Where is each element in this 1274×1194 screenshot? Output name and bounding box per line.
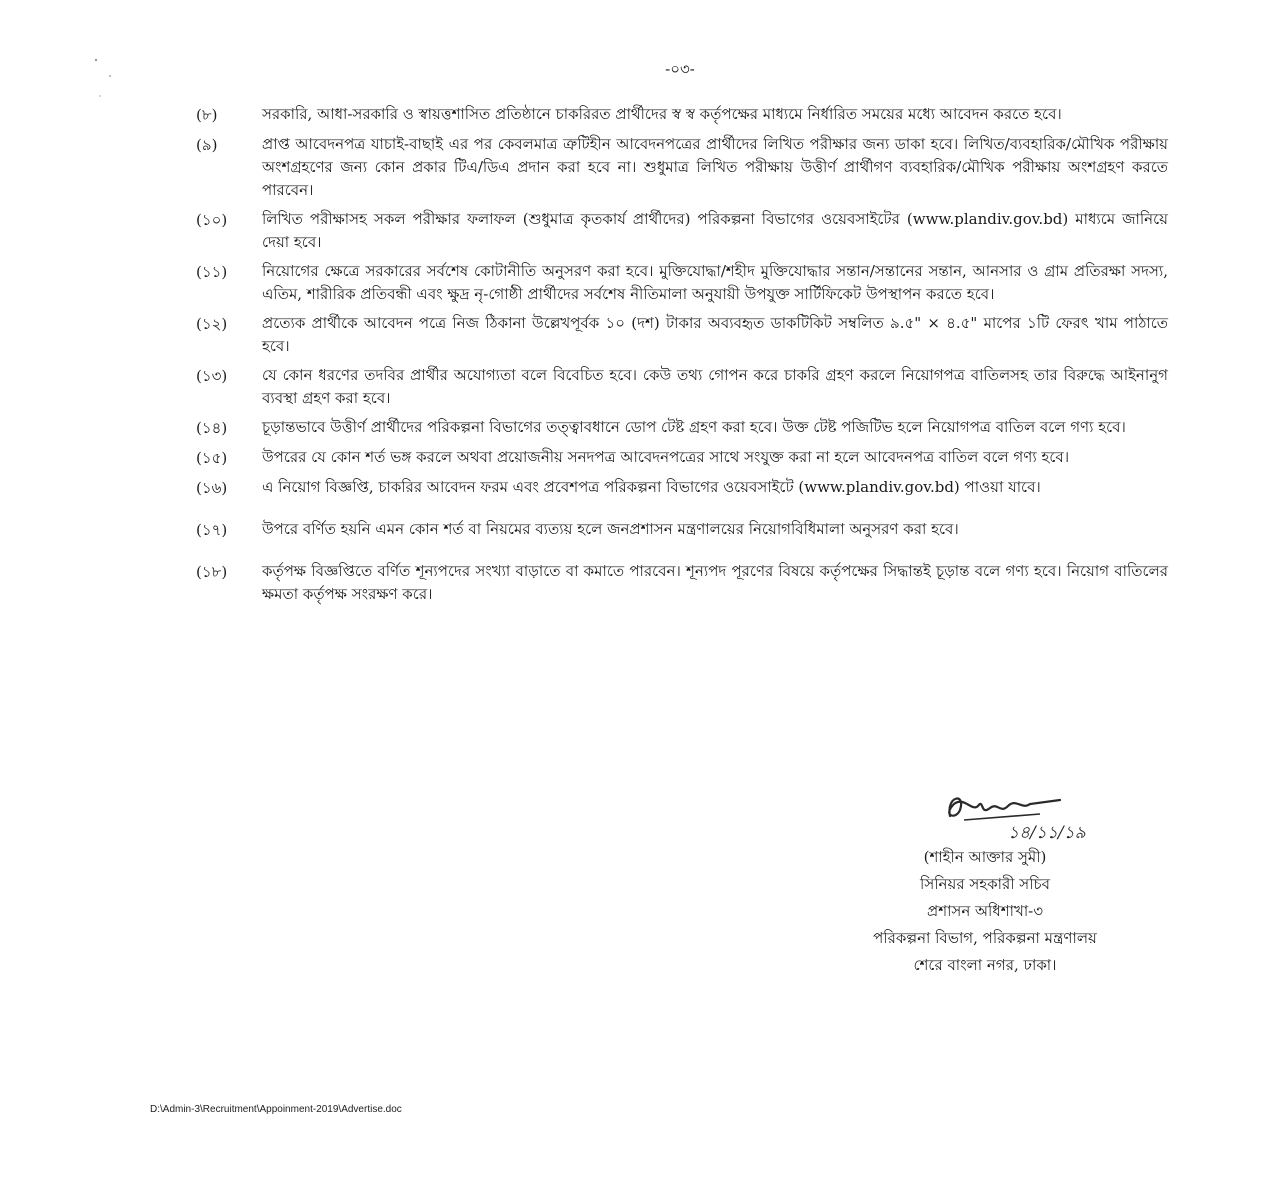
- clause-item: [196, 560, 1168, 606]
- clause-number: (১০): [196, 211, 228, 229]
- signature-block: [820, 786, 1150, 979]
- clause-number: (১৪): [196, 419, 228, 437]
- signature-date: ১৪/১১/১৯: [1008, 823, 1086, 843]
- clause-text: প্রাপ্ত আবেদনপত্র যাচাই-বাছাই এর পর কেবলমাত্র ত্রুটিহীন আবেদনপত্রের প্রার্থীদের লিখিত পরীক্ষার জন্য ডাকা হবে। লিখিত/ব্যবহারিক/মৌখিক পরীক্ষায় অংশগ্রহণের জন্য কোন প্রকার টিএ/ডিএ প্রদান করা হবে না। শুধুমাত্র লিখিত পরীক্ষায় উত্তীর্ণ প্রার্থীগণ ব্যবহারিক/মৌখিক পরীক্ষায় অংশগ্রহণ করতে পারবেন।: [262, 135, 1168, 199]
- clause-number: (১৭): [196, 521, 228, 539]
- terms-list: [196, 103, 1168, 612]
- clause-item: [196, 364, 1168, 410]
- clause-item: [196, 518, 1168, 542]
- clause-text: নিয়োগের ক্ষেত্রে সরকারের সর্বশেষ কোটানীতি অনুসরণ করা হবে। মুক্তিযোদ্ধা/শহীদ মুক্তিযোদ্ধার সন্তান/সন্তানের সন্তান, আনসার ও গ্রাম প্রতিরক্ষা সদস্য, এতিম, শারীরিক প্রতিবন্ধী এবং ক্ষুদ্র নৃ-গোষ্ঠী প্রার্থীদের সর্বশেষ নীতিমালা অনুযায়ী উপযুক্ত সার্টিফিকেট উপস্থাপন করতে হবে।: [262, 262, 1168, 303]
- file-path-footer: D:\Admin-3\Recruitment\Appoinment-2019\Advertise.doc: [150, 1104, 402, 1115]
- page-number: -০৩-: [665, 60, 695, 78]
- clause-item: [196, 103, 1168, 127]
- clause-number: (৯): [196, 136, 218, 154]
- clause-number: (১২): [196, 315, 228, 333]
- clause-item: [196, 312, 1168, 358]
- signatory-address: শেরে বাংলা নগর, ঢাকা।: [913, 956, 1057, 974]
- clause-number: (১৮): [196, 563, 228, 581]
- clause-item: [196, 416, 1168, 440]
- clause-text: উপরে বর্ণিত হয়নি এমন কোন শর্ত বা নিয়মের ব্যত্যয় হলে জনপ্রশাসন মন্ত্রণালয়ের নিয়োগবিধিমালা অনুসরণ করা হবে।: [262, 520, 959, 538]
- clause-text: প্রত্যেক প্রার্থীকে আবেদন পত্রে নিজ ঠিকানা উল্লেখপূর্বক ১০ (দশ) টাকার অব্যবহৃত ডাকটিকিট সম্বলিত ৯.৫" × ৪.৫" মাপের ১টি ফেরৎ খাম পাঠাতে হবে।: [262, 314, 1168, 355]
- signatory-division: পরিকল্পনা বিভাগ, পরিকল্পনা মন্ত্রণালয়: [873, 929, 1097, 947]
- clause-text: কর্তৃপক্ষ বিজ্ঞপ্তিতে বর্ণিত শূন্যপদের সংখ্যা বাড়াতে বা কমাতে পারবেন। শূন্যপদ পূরণের বিষয়ে কর্তৃপক্ষের সিদ্ধান্তই চূড়ান্ত বলে গণ্য হবে। নিয়োগ বাতিলের ক্ষমতা কর্তৃপক্ষ সংরক্ষণ করে।: [262, 562, 1168, 603]
- clause-number: (১৩): [196, 367, 228, 385]
- clause-text: উপরের যে কোন শর্ত ভঙ্গ করলে অথবা প্রয়োজনীয় সনদপত্র আবেদনপত্রের সাথে সংযুক্ত করা না হলে আবেদনপত্র বাতিল বলে গণ্য হবে।: [262, 448, 1070, 466]
- scan-speck-mark: [88, 48, 128, 108]
- clause-number: (৮): [196, 106, 218, 124]
- clause-item: [196, 208, 1168, 254]
- signatory-designation: সিনিয়র সহকারী সচিব: [920, 875, 1050, 893]
- clause-item: [196, 260, 1168, 306]
- clause-text: যে কোন ধরণের তদবির প্রার্থীর অযোগ্যতা বলে বিবেচিত হবে। কেউ তথ্য গোপন করে চাকরি গ্রহণ করলে নিয়োগপত্র বাতিলসহ তার বিরুদ্ধে আইনানুগ ব্যবস্থা গ্রহণ করা হবে।: [262, 366, 1168, 407]
- clause-number: (১৫): [196, 449, 228, 467]
- handwritten-signature: [920, 786, 1120, 844]
- signatory-name: (শাহীন আক্তার সুমী): [923, 848, 1047, 866]
- clause-number: (১১): [196, 263, 228, 281]
- clause-number: (১৬): [196, 479, 228, 497]
- clause-text: সরকারি, আধা-সরকারি ও স্বায়ত্তশাসিত প্রতিষ্ঠানে চাকরিরত প্রার্থীদের স্ব স্ব কর্তৃপক্ষের মাধ্যমে নির্ধারিত সময়ের মধ্যে আবেদন করতে হবে।: [262, 105, 1062, 123]
- clause-item: [196, 446, 1168, 470]
- signatory-branch: প্রশাসন অধিশাখা-৩: [927, 902, 1043, 920]
- clause-text: চূড়ান্তভাবে উত্তীর্ণ প্রার্থীদের পরিকল্পনা বিভাগের তত্ত্বাবধানে ডোপ টেষ্ট গ্রহণ করা হবে। উক্ত টেষ্ট পজিটিভ হলে নিয়োগপত্র বাতিল বলে গণ্য হবে।: [262, 418, 1126, 436]
- clause-text: লিখিত পরীক্ষাসহ সকল পরীক্ষার ফলাফল (শুধুমাত্র কৃতকার্য প্রার্থীদের) পরিকল্পনা বিভাগের ওয়েবসাইটের (www.plandiv.gov.bd) মাধ্যমে জানিয়ে দেয়া হবে।: [262, 210, 1168, 251]
- clause-item: [196, 476, 1168, 500]
- clause-text: এ নিয়োগ বিজ্ঞপ্তি, চাকরির আবেদন ফরম এবং প্রবেশপত্র পরিকল্পনা বিভাগের ওয়েবসাইটে (www.plandiv.gov.bd) পাওয়া যাবে।: [262, 478, 1041, 496]
- clause-item: [196, 133, 1168, 202]
